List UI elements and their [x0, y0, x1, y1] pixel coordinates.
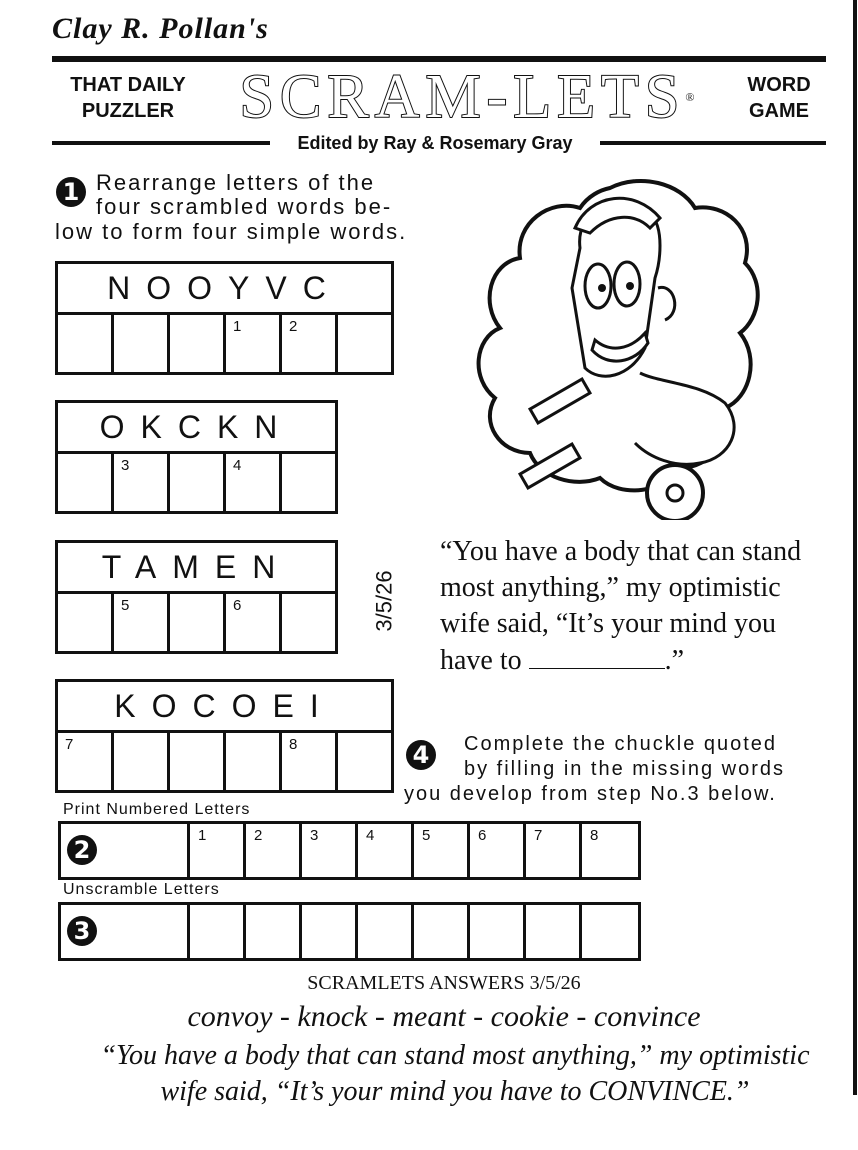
- right-label-line2: GAME: [749, 100, 809, 122]
- letter-cell[interactable]: 5: [414, 824, 470, 877]
- letter-cell[interactable]: 2: [246, 824, 302, 877]
- step4-line1: Complete the chuckle quoted: [464, 733, 778, 755]
- quote-line-blank: have to .”: [440, 642, 840, 679]
- answer-cell[interactable]: [170, 594, 226, 651]
- letter-cell[interactable]: 6: [470, 824, 526, 877]
- right-label-line1: WORD: [747, 74, 811, 96]
- weightlifter-cartoon-icon: [460, 168, 770, 520]
- letter-cell[interactable]: [526, 905, 582, 958]
- right-label: [734, 72, 824, 124]
- left-label: [62, 72, 194, 124]
- answers-heading: SCRAMLETS ANSWERS 3/5/26: [307, 972, 581, 994]
- step4-badge: 4: [406, 740, 436, 770]
- left-label-line1: THAT DAILY: [70, 74, 186, 96]
- answer-cell[interactable]: 3: [114, 454, 170, 511]
- answer-cell[interactable]: [282, 594, 338, 651]
- answers-quote: [40, 1038, 858, 1110]
- step1-line3: low to form four simple words.: [55, 219, 408, 244]
- answer-cell[interactable]: 6: [226, 594, 282, 651]
- missing-word-blank[interactable]: [529, 642, 665, 669]
- letter-cell[interactable]: 4: [358, 824, 414, 877]
- chuckle-quote: [440, 534, 840, 679]
- answer-cell[interactable]: [226, 733, 282, 790]
- step4-line2: by filling in the missing words: [464, 758, 785, 780]
- unscramble-letters-strip: [58, 902, 641, 961]
- author-byline: Clay R. Pollan's: [52, 12, 269, 45]
- puzzle-title: [212, 62, 722, 132]
- answer-cell[interactable]: 1: [226, 315, 282, 372]
- scrambled-word-2: OKCKN: [58, 403, 335, 454]
- letter-cell[interactable]: [414, 905, 470, 958]
- quote-line: wife said, “It’s your mind you: [440, 608, 776, 639]
- letter-cell[interactable]: [358, 905, 414, 958]
- answer-cell[interactable]: 8: [282, 733, 338, 790]
- numbered-letters-strip: [58, 821, 641, 880]
- registered-mark: ®: [685, 90, 695, 104]
- step1-line2: four scrambled words be-: [96, 194, 393, 219]
- answer-cell[interactable]: [170, 454, 226, 511]
- answer-cell[interactable]: [114, 733, 170, 790]
- answer-cell[interactable]: [114, 315, 170, 372]
- answer-cell[interactable]: 4: [226, 454, 282, 511]
- quote-line: “You have a body that can stand: [440, 536, 802, 567]
- answer-cell[interactable]: [58, 454, 114, 511]
- step3-badge: 3: [67, 916, 97, 946]
- answers-quote-line: wife said, “It’s your mind you have to CONVINCE.”: [160, 1076, 750, 1107]
- letter-cell[interactable]: 3: [302, 824, 358, 877]
- step1-badge: 1: [56, 177, 86, 207]
- scrambled-word-box-1: [55, 261, 394, 375]
- step2-badge: 2: [67, 835, 97, 865]
- answer-cell[interactable]: [58, 315, 114, 372]
- answer-cell[interactable]: 2: [282, 315, 338, 372]
- letter-cell[interactable]: [582, 905, 638, 958]
- scrambled-word-box-3: [55, 540, 338, 654]
- step1-line1: Rearrange letters of the: [96, 170, 376, 195]
- scrambled-word-1: NOOYVC: [58, 264, 391, 315]
- answer-cell[interactable]: [170, 733, 226, 790]
- letter-cell[interactable]: 1: [190, 824, 246, 877]
- right-edge-rule: [853, 0, 857, 1095]
- answer-cell[interactable]: [338, 733, 394, 790]
- answer-cell[interactable]: [282, 454, 338, 511]
- answer-cell[interactable]: [338, 315, 394, 372]
- puzzle-date-vertical: 3/5/26: [371, 570, 397, 632]
- scrambled-word-box-4: [55, 679, 394, 793]
- scrambled-word-box-2: [55, 400, 338, 514]
- letter-cell[interactable]: [302, 905, 358, 958]
- scrambled-word-3: TAMEN: [58, 543, 335, 594]
- left-label-line2: PUZZLER: [81, 100, 175, 122]
- step2-label: Print Numbered Letters: [63, 801, 251, 818]
- letter-cell[interactable]: 7: [526, 824, 582, 877]
- title-text: SCRAM-LETS: [239, 63, 686, 131]
- step3-label: Unscramble Letters: [63, 881, 220, 898]
- answers-words: convoy - knock - meant - cookie - convince: [187, 1000, 701, 1033]
- answer-cell[interactable]: 5: [114, 594, 170, 651]
- answers-quote-line: “You have a body that can stand most anything,” my optimistic: [100, 1040, 810, 1071]
- answer-cell[interactable]: [58, 594, 114, 651]
- step4-line3: you develop from step No.3 below.: [404, 783, 777, 805]
- answer-cell[interactable]: [170, 315, 226, 372]
- letter-cell[interactable]: 8: [590, 827, 599, 844]
- letter-cell[interactable]: [246, 905, 302, 958]
- editors-credit: Edited by Ray & Rosemary Gray: [270, 133, 600, 154]
- letter-cell[interactable]: [190, 905, 246, 958]
- letter-cell[interactable]: [470, 905, 526, 958]
- answer-cell[interactable]: 7: [58, 733, 114, 790]
- quote-line: most anything,” my optimistic: [440, 572, 781, 603]
- scrambled-word-4: KOCOEI: [58, 682, 391, 733]
